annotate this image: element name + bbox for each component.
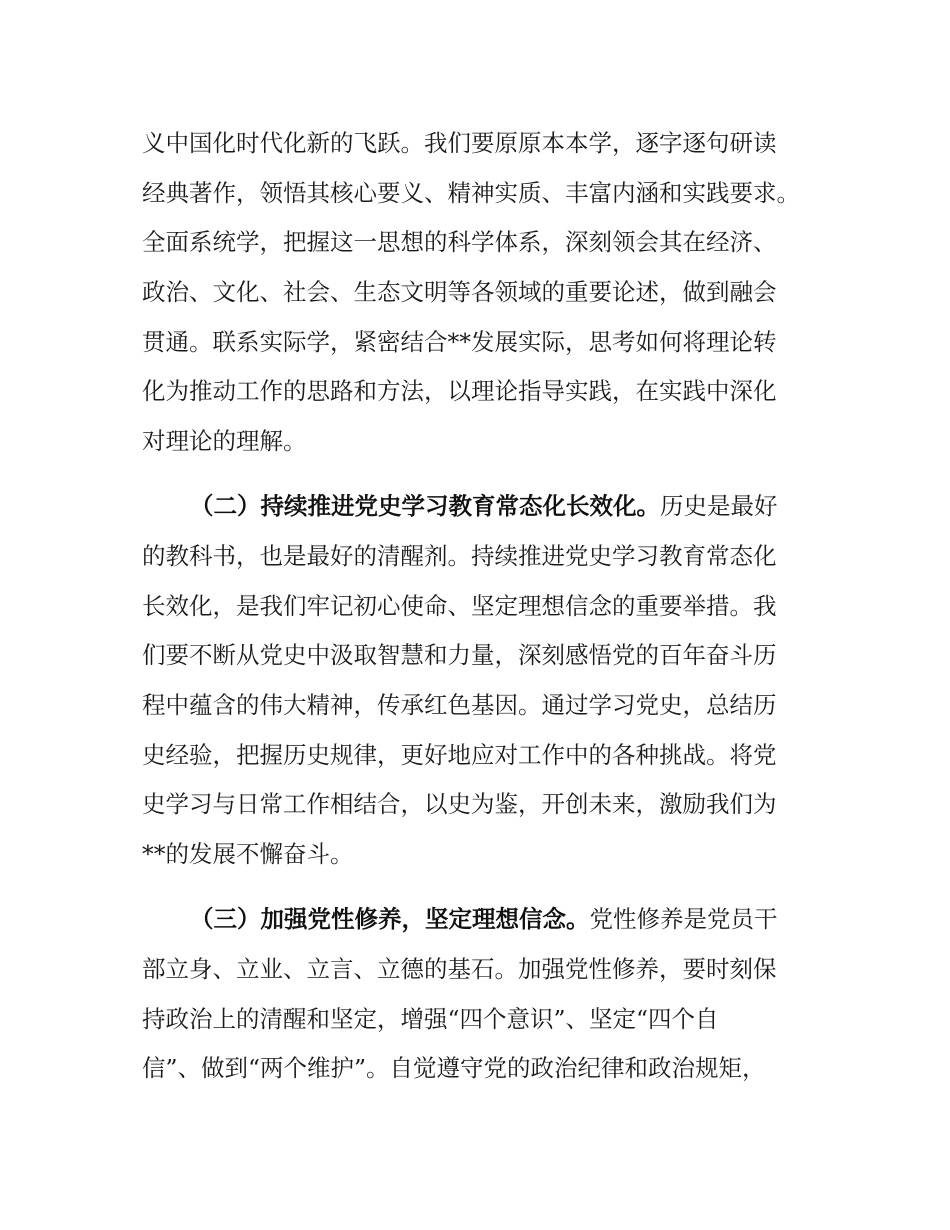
- paragraph-line: 持政治上的清醒和坚定，增强“四个意识”、坚定“四个自: [142, 1005, 719, 1033]
- paragraph-line: 史经验，把握历史规律，更好地应对工作中的各种挑战。将党: [142, 741, 777, 769]
- paragraph-line: 经典著作，领悟其核心要义、精神实质、丰富内涵和实践要求。: [142, 179, 800, 207]
- paragraph-line: 们要不断从党史中汲取智慧和力量，深刻感悟党的百年奋斗历: [142, 641, 777, 669]
- section-2-first-line-text: 历史是最好: [660, 492, 778, 520]
- paragraph-line: 对理论的理解。: [142, 427, 307, 455]
- section-3-first-line: [190, 904, 778, 934]
- paragraph-line: 的教科书，也是最好的清醒剂。持续推进党史学习教育常态化: [142, 542, 777, 570]
- paragraph-line: 史学习与日常工作相结合，以史为鉴，开创未来，激励我们为: [142, 790, 777, 818]
- paragraph-line: 程中蕴含的伟大精神，传承红色基因。通过学习党史，总结历: [142, 691, 777, 719]
- paragraph-line: 信”、做到“两个维护”。自觉遵守党的政治纪律和政治规矩，: [142, 1054, 766, 1082]
- section-3-heading: （三）加强党性修养，坚定理想信念。: [190, 905, 590, 933]
- paragraph-line: 政治、文化、社会、生态文明等各领域的重要论述，做到融会: [142, 278, 777, 306]
- paragraph-line: 长效化，是我们牢记初心使命、坚定理想信念的重要举措。我: [142, 592, 777, 620]
- paragraph-line: 全面系统学，把握这一思想的科学体系，深刻领会其在经济、: [142, 228, 777, 256]
- section-3-first-line-text: 党性修养是党员干: [589, 905, 778, 933]
- paragraph-line: 化为推动工作的思路和方法，以理论指导实践，在实践中深化: [142, 377, 777, 405]
- paragraph-line: 贯通。联系实际学，紧密结合**发展实际，思考如何将理论转: [142, 328, 777, 356]
- section-2-heading: （二）持续推进党史学习教育常态化长效化。: [190, 492, 660, 520]
- paragraph-line: 部立身、立业、立言、立德的基石。加强党性修养，要时刻保: [142, 955, 777, 983]
- paragraph-line: 义中国化时代化新的飞跃。我们要原原本本学，逐字逐句研读: [142, 129, 777, 157]
- paragraph-line: **的发展不懈奋斗。: [142, 840, 354, 868]
- section-2-first-line: [190, 491, 778, 521]
